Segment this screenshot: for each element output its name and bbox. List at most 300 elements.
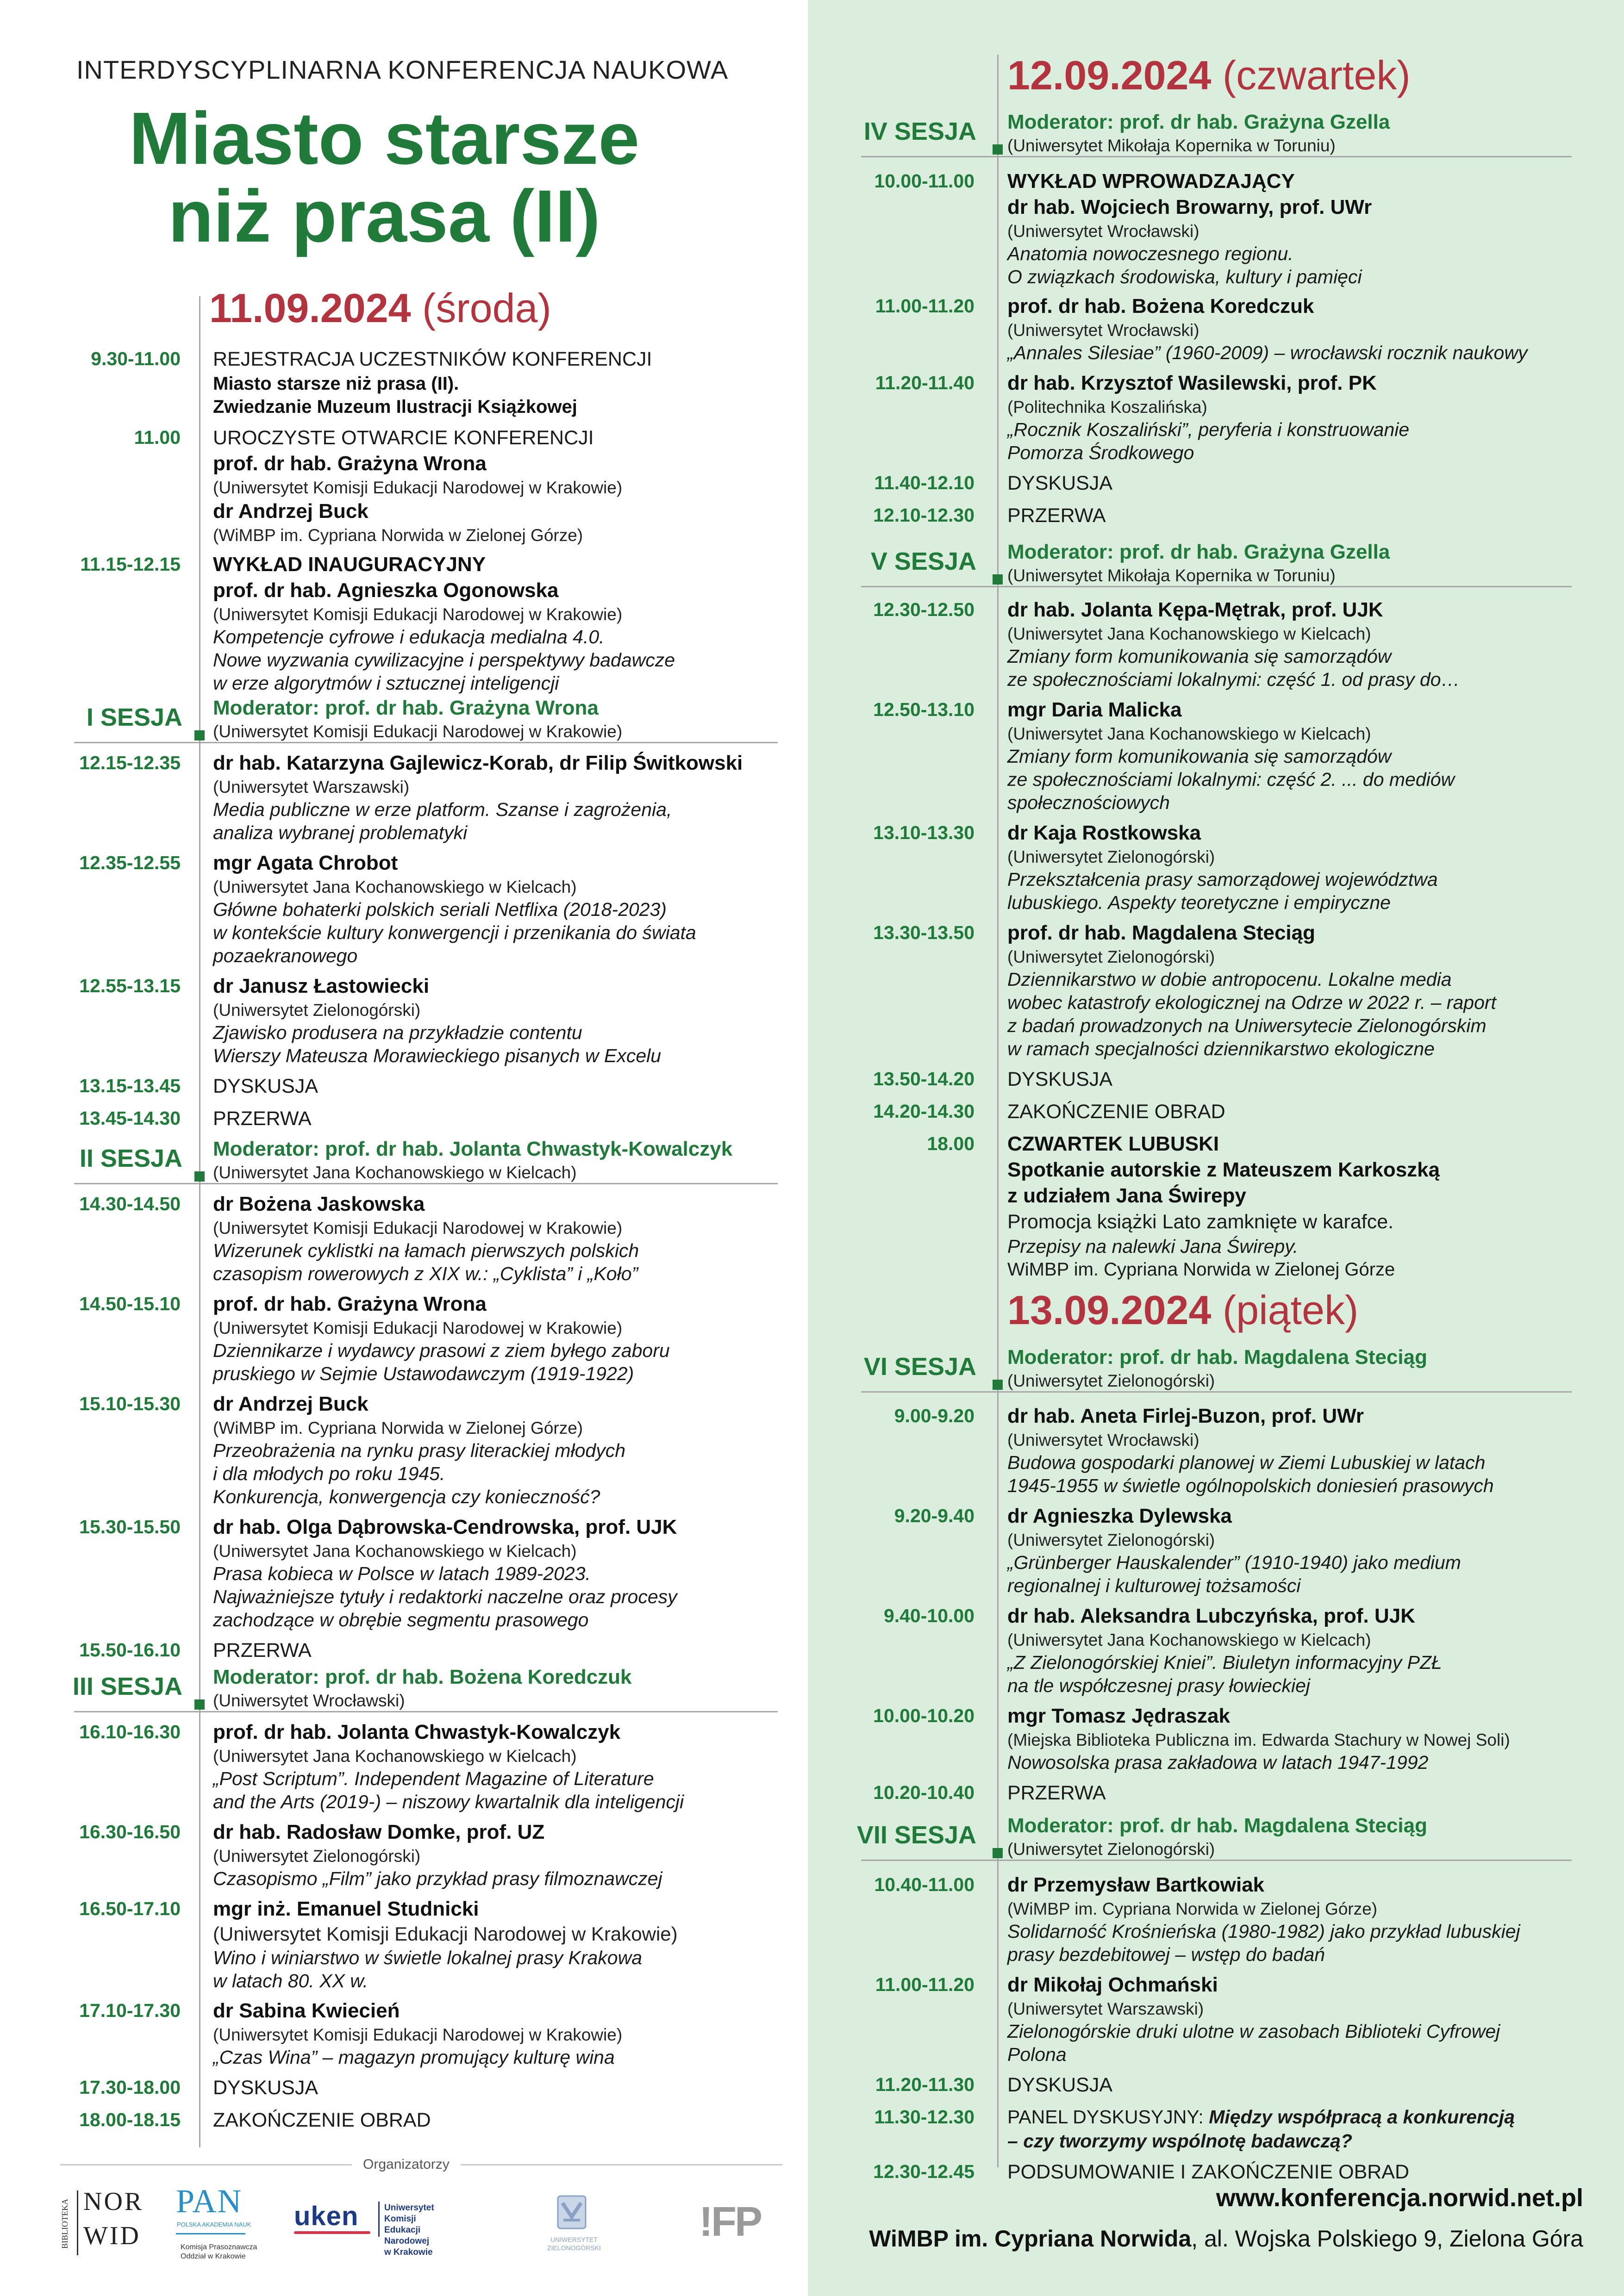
talk-title: Media publiczne w erze platform. Szanse i zagrożenia, bbox=[213, 799, 672, 820]
speaker-name: z udziałem Jana Świrepy bbox=[1007, 1184, 1246, 1207]
talk-title: zachodzące w obrębie segmentu prasowego bbox=[213, 1609, 589, 1630]
speaker-name: dr hab. Aneta Firlej-Buzon, prof. UWr bbox=[1007, 1405, 1364, 1427]
session-divider bbox=[861, 1860, 1572, 1861]
speaker-name: dr hab. Katarzyna Gajlewicz-Korab, dr Filip Świtkowski bbox=[213, 752, 743, 774]
agenda-label: DYSKUSJA bbox=[1007, 472, 1113, 494]
time-slot: 11.15-12.15 bbox=[80, 554, 181, 575]
agenda-item bbox=[213, 1819, 662, 1890]
affiliation: (Uniwersytet Jana Kochanowskiego w Kielcach) bbox=[213, 877, 577, 896]
affiliation: (Uniwersytet Komisji Edukacji Narodowej w Krakowie) bbox=[213, 478, 623, 497]
talk-title: ze społecznościami lokalnymi: część 2. ... do mediów bbox=[1007, 769, 1455, 790]
talk-title: i dla młodych po roku 1945. bbox=[213, 1463, 445, 1484]
time-slot: 16.50-17.10 bbox=[79, 1898, 181, 1919]
talk-title: pruskiego w Sejmie Ustawodawczym (1919-1922) bbox=[213, 1363, 634, 1384]
talk-title: lubuskiego. Aspekty teoretyczne i empiryczne bbox=[1007, 892, 1391, 913]
time-slot: 15.30-15.50 bbox=[79, 1516, 181, 1537]
pan-logo bbox=[176, 2182, 269, 2265]
time-slot: 10.40-11.00 bbox=[874, 1874, 974, 1895]
session-name: II SESJA bbox=[79, 1145, 182, 1172]
speaker-name: dr Agnieszka Dylewska bbox=[1007, 1505, 1232, 1527]
affiliation: (Uniwersytet Komisji Edukacji Narodowej w Krakowie) bbox=[213, 2025, 623, 2044]
panel-topic: Między współpracą a konkurencją bbox=[1209, 2106, 1515, 2128]
talk-title: Pomorza Środkowego bbox=[1007, 442, 1194, 463]
speaker-name: prof. dr hab. Jolanta Chwastyk-Kowalczyk bbox=[213, 1721, 621, 1743]
affiliation: (WiMBP im. Cypriana Norwida w Zielonej Górze) bbox=[213, 526, 583, 545]
time-slot: 18.00 bbox=[927, 1133, 974, 1154]
panel-label bbox=[1007, 2104, 1515, 2129]
time-slot: 13.30-13.50 bbox=[873, 922, 974, 943]
agenda-label: DYSKUSJA bbox=[1007, 1068, 1113, 1090]
agenda-item bbox=[213, 425, 622, 546]
uken-wordmark: uken bbox=[294, 2201, 359, 2231]
agenda-label: PRZERWA bbox=[1007, 1782, 1106, 1804]
time-slot: 13.15-13.45 bbox=[79, 1075, 181, 1096]
talk-title: Konkurencja, konwergencja czy konieczność? bbox=[213, 1486, 600, 1507]
talk-title: „Rocznik Koszaliński”, peryferia i konstruowanie bbox=[1007, 419, 1410, 440]
timeline-line-left bbox=[199, 296, 200, 2147]
session-name: I SESJA bbox=[86, 703, 182, 731]
agenda-item bbox=[1007, 597, 1460, 691]
day-weekday: (czwartek) bbox=[1222, 52, 1411, 98]
talk-title: czasopism rowerowych z XIX w.: „Cyklista” i „Koło” bbox=[213, 1263, 638, 1284]
day-heading-2 bbox=[1007, 52, 1411, 99]
session-divider bbox=[861, 156, 1572, 157]
footer-place-name: WiMBP im. Cypriana Norwida bbox=[869, 2226, 1192, 2252]
moderator-affiliation: (Uniwersytet Wrocławski) bbox=[213, 1691, 405, 1710]
time-slot: 14.20-14.30 bbox=[873, 1101, 974, 1122]
agenda-item bbox=[1007, 1131, 1440, 1281]
affiliation: (Uniwersytet Zielonogórski) bbox=[1007, 847, 1215, 866]
talk-title: Wierszy Mateusza Morawieckiego pisanych w Excelu bbox=[213, 1045, 662, 1066]
uken-text-1: Uniwersytet Komisji bbox=[384, 2203, 434, 2224]
time-slot: 14.50-15.10 bbox=[79, 1293, 181, 1314]
time-slot: 15.50-16.10 bbox=[79, 1639, 181, 1661]
talk-title: Przekształcenia prasy samorządowej województwa bbox=[1007, 869, 1438, 890]
agenda-item bbox=[213, 1106, 312, 1132]
talk-title: Wizerunek cyklistki na łamach pierwszych polskich bbox=[213, 1240, 639, 1261]
speaker-name: WYKŁAD WPROWADZAJĄCY bbox=[1007, 170, 1295, 193]
session-name: IV SESJA bbox=[863, 118, 976, 145]
speaker-name: dr Janusz Łastowiecki bbox=[213, 975, 430, 997]
speaker-name: dr Andrzej Buck bbox=[213, 500, 369, 523]
agenda-label: REJESTRACJA UCZESTNIKÓW KONFERENCJI bbox=[213, 348, 652, 370]
day-weekday: (środa) bbox=[422, 285, 551, 331]
agenda-item bbox=[213, 552, 675, 695]
session-moderator bbox=[1007, 110, 1390, 156]
time-slot: 13.45-14.30 bbox=[79, 1108, 181, 1129]
talk-title: „Post Scriptum”. Independent Magazine of Literature bbox=[213, 1768, 654, 1789]
norwid-side-text: BIBLIOTEKA bbox=[60, 2199, 69, 2249]
affiliation: (Uniwersytet Komisji Edukacji Narodowej w Krakowie) bbox=[213, 1923, 678, 1945]
moderator-affiliation: (Uniwersytet Jana Kochanowskiego w Kielcach) bbox=[213, 1163, 577, 1182]
talk-title: Najważniejsze tytuły i redaktorki naczelne oraz procesy bbox=[213, 1586, 677, 1607]
pan-bar bbox=[176, 2233, 245, 2234]
time-slot: 11.20-11.30 bbox=[875, 2074, 974, 2095]
speaker-name: dr hab. Olga Dąbrowska-Cendrowska, prof. UJK bbox=[213, 1516, 677, 1538]
talk-title: Przeobrażenia na rynku prasy literackiej młodych bbox=[213, 1440, 626, 1461]
agenda-item bbox=[213, 973, 661, 1067]
time-slot: 11.00 bbox=[134, 427, 181, 448]
session-name: III SESJA bbox=[72, 1673, 182, 1700]
title-line-2: niż prasa (II) bbox=[168, 174, 600, 257]
agenda-item bbox=[213, 1998, 622, 2069]
affiliation: (Uniwersytet Jana Kochanowskiego w Kielcach) bbox=[213, 1747, 577, 1766]
agenda-item bbox=[213, 1896, 678, 1992]
moderator-name: Moderator: prof. dr hab. Magdalena Steciąg bbox=[1007, 1346, 1428, 1369]
agenda-item bbox=[1007, 1403, 1494, 1497]
norwid-top: NOR bbox=[83, 2187, 144, 2216]
talk-title: Nowe wyzwania cywilizacyjne i perspektywy badawcze bbox=[213, 649, 675, 671]
agenda-item bbox=[1007, 370, 1409, 464]
agenda-item bbox=[1007, 1099, 1225, 1125]
affiliation: (Uniwersytet Zielonogórski) bbox=[1007, 1531, 1215, 1549]
session-divider bbox=[861, 1391, 1572, 1393]
session-marker bbox=[993, 1848, 1003, 1858]
speaker-name: dr Kaja Rostkowska bbox=[1007, 821, 1201, 844]
pan-caption-2: Oddział w Krakowie bbox=[181, 2252, 246, 2260]
talk-title: „Annales Silesiae” (1960-2009) – wrocławski rocznik naukowy bbox=[1007, 342, 1528, 363]
session-marker bbox=[993, 1380, 1003, 1390]
session-divider bbox=[74, 1183, 778, 1184]
agenda-item bbox=[1007, 470, 1112, 496]
agenda-label: DYSKUSJA bbox=[1007, 2074, 1113, 2096]
talk-title: „Z Zielonogórskiej Kniei”. Biuletyn informacyjny PZŁ bbox=[1007, 1652, 1442, 1673]
agenda-label: Promocja książki Lato zamknięte w karafce. bbox=[1007, 1211, 1394, 1233]
agenda-label: PODSUMOWANIE I ZAKOŃCZENIE OBRAD bbox=[1007, 2161, 1410, 2183]
agenda-item bbox=[1007, 1972, 1500, 2066]
time-slot: 10.20-10.40 bbox=[873, 1782, 974, 1803]
time-slot: 11.40-12.10 bbox=[874, 472, 974, 493]
session-name: VI SESJA bbox=[863, 1353, 976, 1381]
time-slot: 10.00-11.00 bbox=[874, 170, 974, 192]
footer-place-address: , al. Wojska Polskiego 9, Zielona Góra bbox=[1191, 2226, 1583, 2252]
speaker-name: mgr Agata Chrobot bbox=[213, 852, 398, 874]
affiliation: (WiMBP im. Cypriana Norwida w Zielonej Górze) bbox=[213, 1419, 583, 1437]
day-date: 12.09.2024 bbox=[1007, 52, 1212, 98]
speaker-name: prof. dr hab. Agnieszka Ogonowska bbox=[213, 579, 559, 602]
moderator-affiliation: (Uniwersytet Zielonogórski) bbox=[1007, 1371, 1215, 1390]
day-weekday: (piątek) bbox=[1222, 1287, 1359, 1333]
agenda-label: PRZERWA bbox=[213, 1108, 312, 1130]
session-moderator bbox=[1007, 1345, 1427, 1392]
agenda-item bbox=[1007, 1503, 1461, 1597]
norwid-bar bbox=[77, 2190, 78, 2255]
talk-title: O związkach środowiska, kultury i pamięci bbox=[1007, 266, 1362, 287]
footer-url[interactable]: www.konferencja.norwid.net.pl bbox=[1216, 2184, 1583, 2212]
day-heading-3 bbox=[1007, 1287, 1358, 1334]
affiliation: (Uniwersytet Zielonogórski) bbox=[213, 1847, 421, 1866]
session-moderator bbox=[213, 1665, 632, 1711]
time-slot: 12.30-12.50 bbox=[873, 599, 974, 620]
uken-text-2: Edukacji Narodowej bbox=[384, 2225, 430, 2246]
affiliation: (Uniwersytet Zielonogórski) bbox=[1007, 947, 1215, 966]
talk-title: na tle współczesnej prasy łowieckiej bbox=[1007, 1675, 1311, 1696]
panel-label-text: PANEL DYSKUSYJNY: bbox=[1007, 2106, 1204, 2128]
agenda-item bbox=[1007, 1703, 1510, 1774]
talk-title: Zmiany form komunikowania się samorządów bbox=[1007, 646, 1392, 667]
agenda-label: ZAKOŃCZENIE OBRAD bbox=[213, 2109, 431, 2131]
time-slot: 12.50-13.10 bbox=[873, 699, 974, 720]
uken-logo bbox=[294, 2201, 434, 2257]
time-slot: 12.10-12.30 bbox=[873, 504, 974, 526]
time-slot: 9.00-9.20 bbox=[894, 1405, 974, 1426]
speaker-name: dr hab. Wojciech Browarny, prof. UWr bbox=[1007, 196, 1372, 218]
agenda-item bbox=[213, 1291, 670, 1385]
speaker-name: Spotkanie autorskie z Mateuszem Karkoszką bbox=[1007, 1158, 1440, 1181]
session-divider bbox=[861, 586, 1572, 587]
time-slot: 17.30-18.00 bbox=[79, 2077, 181, 2098]
affiliation: (Politechnika Koszalińska) bbox=[1007, 398, 1207, 417]
moderator-name: Moderator: prof. dr hab. Jolanta Chwastyk-Kowalczyk bbox=[213, 1138, 733, 1160]
session-name: VII SESJA bbox=[856, 1821, 976, 1849]
session-moderator bbox=[1007, 540, 1390, 586]
uken-text-3: w Krakowie bbox=[384, 2247, 433, 2257]
talk-title: Dziennikarstwo w dobie antropocenu. Lokalne media bbox=[1007, 969, 1452, 990]
session-divider bbox=[74, 1711, 778, 1712]
time-slot: 12.15-12.35 bbox=[79, 752, 181, 773]
talk-title: Prasa kobieca w Polsce w latach 1989-2023. bbox=[213, 1563, 591, 1584]
session-moderator bbox=[213, 696, 622, 742]
session-moderator bbox=[1007, 1813, 1427, 1860]
talk-title: 1945-1955 w świetle ogólnopolskich doniesień prasowych bbox=[1007, 1475, 1494, 1496]
affiliation: (Uniwersytet Warszawski) bbox=[213, 778, 410, 796]
moderator-affiliation: (Uniwersytet Zielonogórski) bbox=[1007, 1840, 1215, 1859]
agenda-item bbox=[213, 1719, 684, 1813]
speaker-name: prof. dr hab. Bożena Koredczuk bbox=[1007, 295, 1314, 317]
agenda-item bbox=[1007, 820, 1438, 914]
time-slot: 10.00-10.20 bbox=[873, 1705, 974, 1726]
time-slot: 9.20-9.40 bbox=[894, 1505, 974, 1526]
agenda-item bbox=[1007, 2072, 1112, 2098]
agenda-item bbox=[213, 750, 743, 844]
talk-title: z badań prowadzonych na Uniwersytecie Zielonogórskim bbox=[1007, 1015, 1487, 1036]
talk-title: Zjawisko produsera na przykładzie contentu bbox=[213, 1022, 582, 1043]
uken-divider bbox=[378, 2202, 380, 2237]
agenda-item bbox=[213, 346, 652, 418]
speaker-name: dr hab. Jolanta Kępa-Mętrak, prof. UJK bbox=[1007, 598, 1383, 621]
talk-title: Anatomia nowoczesnego regionu. bbox=[1007, 243, 1293, 264]
speaker-name: mgr Daria Malicka bbox=[1007, 698, 1182, 721]
session-marker bbox=[993, 574, 1003, 585]
title-line-1: Miasto starsze bbox=[129, 97, 640, 180]
speaker-name: prof. dr hab. Grażyna Wrona bbox=[213, 452, 487, 475]
talk-title: Solidarność Krośnieńska (1980-1982) jako przykład lubuskiej bbox=[1007, 1921, 1520, 1942]
agenda-item bbox=[1007, 503, 1106, 529]
time-slot: 11.00-11.20 bbox=[875, 295, 974, 317]
time-slot: 12.55-13.15 bbox=[79, 975, 181, 996]
talk-title: „Grünberger Hauskalender” (1910-1940) jako medium bbox=[1007, 1552, 1461, 1573]
time-slot: 16.30-16.50 bbox=[79, 1821, 181, 1842]
agenda-item bbox=[213, 850, 696, 967]
moderator-name: Moderator: prof. dr hab. Grażyna Gzella bbox=[1007, 111, 1390, 133]
speaker-name: dr Andrzej Buck bbox=[213, 1393, 369, 1415]
agenda-label: PRZERWA bbox=[1007, 504, 1106, 527]
affiliation: (WiMBP im. Cypriana Norwida w Zielonej Górze) bbox=[1007, 1899, 1378, 1918]
talk-title: regionalnej i kulturowej tożsamości bbox=[1007, 1575, 1301, 1596]
fp-logo: !FP bbox=[699, 2199, 761, 2245]
agenda-item bbox=[213, 2075, 318, 2101]
speaker-name: WYKŁAD INAUGURACYJNY bbox=[213, 553, 486, 576]
day-date: 11.09.2024 bbox=[209, 285, 411, 331]
uken-underline bbox=[294, 2231, 370, 2234]
talk-title: and the Arts (2019-) – niszowy kwartalnik dla inteligencji bbox=[213, 1791, 684, 1812]
pan-wordmark: PAN bbox=[176, 2183, 243, 2220]
talk-title: Przepisy na nalewki Jana Świrepy. bbox=[1007, 1236, 1299, 1257]
talk-title: w latach 80. XX w. bbox=[213, 1970, 369, 1991]
speaker-name: prof. dr hab. Grażyna Wrona bbox=[213, 1293, 487, 1315]
talk-title: Główne bohaterki polskich seriali Netflixa (2018-2023) bbox=[213, 899, 667, 920]
speaker-name: mgr inż. Emanuel Studnicki bbox=[213, 1898, 479, 1920]
talk-title: ze społecznościami lokalnymi: część 1. od prasy do… bbox=[1007, 669, 1460, 690]
agenda-item bbox=[213, 1637, 312, 1663]
time-slot: 15.10-15.30 bbox=[79, 1393, 181, 1414]
footer-address bbox=[869, 2225, 1583, 2252]
speaker-name: dr Przemysław Bartkowiak bbox=[1007, 1873, 1265, 1896]
time-slot: 13.50-14.20 bbox=[873, 1068, 974, 1089]
talk-title: prasy bezdebitowej – wstęp do badań bbox=[1007, 1944, 1325, 1965]
affiliation: (Uniwersytet Jana Kochanowskiego w Kielcach) bbox=[1007, 1630, 1371, 1649]
affiliation: (Uniwersytet Komisji Edukacji Narodowej w Krakowie) bbox=[213, 1319, 623, 1338]
talk-title: Zmiany form komunikowania się samorządów bbox=[1007, 746, 1392, 767]
talk-title: Dziennikarze i wydawcy prasowi z ziem byłego zaboru bbox=[213, 1340, 670, 1361]
moderator-affiliation: (Uniwersytet Komisji Edukacji Narodowej w Krakowie) bbox=[213, 722, 623, 741]
moderator-name: Moderator: prof. dr hab. Bożena Koredczuk bbox=[213, 1666, 632, 1688]
uz-caption-1: UNIWERSYTET bbox=[550, 2236, 598, 2243]
pan-caption-1: Komisja Prasoznawcza bbox=[181, 2243, 257, 2251]
talk-title: Czasopismo „Film” jako przykład prasy filmoznawczej bbox=[213, 1868, 662, 1889]
agenda-item bbox=[1007, 293, 1527, 364]
affiliation: (Uniwersytet Jana Kochanowskiego w Kielcach) bbox=[213, 1542, 577, 1561]
talk-title: Kompetencje cyfrowe i edukacja medialna 4.0. bbox=[213, 626, 605, 647]
session-marker bbox=[993, 144, 1003, 155]
agenda-item bbox=[213, 2107, 431, 2133]
time-slot: 18.00-18.15 bbox=[79, 2109, 181, 2130]
speaker-name: dr hab. Aleksandra Lubczyńska, prof. UJK bbox=[1007, 1605, 1416, 1627]
norwid-logo bbox=[60, 2187, 144, 2256]
agenda-item bbox=[213, 1514, 677, 1631]
talk-title: Nowosolska prasa zakładowa w latach 1947-1992 bbox=[1007, 1752, 1429, 1773]
talk-title: wobec katastrofy ekologicznej na Odrze w 2022 r. – raport bbox=[1007, 992, 1496, 1013]
time-slot: 11.20-11.40 bbox=[875, 372, 974, 393]
day-heading-1 bbox=[209, 285, 551, 332]
speaker-name: dr Bożena Jaskowska bbox=[213, 1193, 425, 1215]
pan-subtext: POLSKA AKADEMIA NAUK bbox=[177, 2221, 251, 2228]
talk-title: w erze algorytmów i sztucznej inteligencji bbox=[213, 672, 559, 694]
speaker-name: mgr Tomasz Jędraszak bbox=[1007, 1705, 1230, 1727]
time-slot: 16.10-16.30 bbox=[79, 1721, 181, 1742]
time-slot: 11.30-12.30 bbox=[874, 2106, 974, 2128]
agenda-label: DYSKUSJA bbox=[213, 1075, 319, 1097]
affiliation: (Uniwersytet Komisji Edukacji Narodowej w Krakowie) bbox=[213, 1219, 623, 1238]
agenda-label: ZAKOŃCZENIE OBRAD bbox=[1007, 1101, 1225, 1123]
event-detail: Zwiedzanie Muzeum Ilustracji Książkowej bbox=[213, 397, 577, 417]
speaker-name: dr hab. Krzysztof Wasilewski, prof. PK bbox=[1007, 372, 1377, 394]
session-name: V SESJA bbox=[870, 548, 976, 575]
moderator-name: Moderator: prof. dr hab. Magdalena Steciąg bbox=[1007, 1814, 1428, 1837]
panel-title: – czy tworzymy wspólnotę badawczą? bbox=[1007, 2130, 1353, 2152]
talk-title: Zielonogórskie druki ulotne w zasobach Biblioteki Cyfrowej bbox=[1007, 2021, 1500, 2042]
talk-title: społecznościowych bbox=[1007, 792, 1170, 813]
time-slot: 12.35-12.55 bbox=[79, 852, 181, 873]
speaker-name: dr hab. Radosław Domke, prof. UZ bbox=[213, 1821, 545, 1843]
agenda-item bbox=[1007, 2159, 1409, 2185]
agenda-item bbox=[1007, 1872, 1520, 1966]
agenda-item bbox=[213, 1391, 625, 1508]
agenda-label: PRZERWA bbox=[213, 1639, 312, 1661]
uz-emblem-icon bbox=[544, 2191, 600, 2233]
talk-title: Polona bbox=[1007, 2044, 1067, 2065]
affiliation: (Uniwersytet Jana Kochanowskiego w Kielcach) bbox=[1007, 624, 1371, 643]
day-date: 13.09.2024 bbox=[1007, 1287, 1212, 1333]
moderator-name: Moderator: prof. dr hab. Grażyna Wrona bbox=[213, 697, 599, 719]
norwid-bottom: WID bbox=[83, 2221, 141, 2250]
agenda-item bbox=[1007, 1603, 1442, 1697]
speaker-name: prof. dr hab. Magdalena Steciąg bbox=[1007, 921, 1316, 944]
talk-title: pozaekranowego bbox=[213, 945, 358, 966]
moderator-affiliation: (Uniwersytet Mikołaja Kopernika w Toruniu) bbox=[1007, 136, 1336, 155]
session-divider bbox=[74, 742, 778, 743]
venue-note: WiMBP im. Cypriana Norwida w Zielonej Górze bbox=[1007, 1259, 1395, 1280]
affiliation: (Uniwersytet Warszawski) bbox=[1007, 1999, 1204, 2018]
organizers-label: Organizatorzy bbox=[352, 2157, 461, 2172]
talk-title: w ramach specjalności dziennikarstwo ekologiczne bbox=[1007, 1038, 1435, 1059]
affiliation: (Uniwersytet Komisji Edukacji Narodowej w Krakowie) bbox=[213, 605, 623, 624]
affiliation: (Uniwersytet Wrocławski) bbox=[1007, 1431, 1199, 1450]
affiliation: (Uniwersytet Wrocławski) bbox=[1007, 222, 1199, 241]
agenda-item bbox=[1007, 1066, 1112, 1092]
agenda-item bbox=[213, 1073, 318, 1099]
session-marker bbox=[194, 730, 205, 740]
moderator-affiliation: (Uniwersytet Mikołaja Kopernika w Toruniu) bbox=[1007, 566, 1336, 585]
speaker-name: dr Mikołaj Ochmański bbox=[1007, 1973, 1218, 1996]
conference-subtitle: INTERDYSCYPLINARNA KONFERENCJA NAUKOWA bbox=[76, 55, 729, 84]
session-moderator bbox=[213, 1137, 732, 1183]
conference-title bbox=[79, 97, 690, 257]
talk-title: Wino i winiarstwo w świetle lokalnej prasy Krakowa bbox=[213, 1947, 643, 1968]
time-slot: 17.10-17.30 bbox=[79, 2000, 181, 2021]
time-slot: 13.10-13.30 bbox=[873, 822, 974, 843]
time-slot: 12.30-12.45 bbox=[873, 2161, 974, 2182]
affiliation: (Uniwersytet Zielonogórski) bbox=[213, 1001, 421, 1020]
talk-title: „Czas Wina” – magazyn promujący kulturę wina bbox=[213, 2047, 615, 2068]
talk-title: Budowa gospodarki planowej w Ziemi Lubuskiej w latach bbox=[1007, 1452, 1486, 1473]
affiliation: (Uniwersytet Wrocławski) bbox=[1007, 321, 1199, 340]
time-slot: 14.30-14.50 bbox=[79, 1193, 181, 1214]
session-marker bbox=[194, 1699, 205, 1710]
agenda-item bbox=[1007, 920, 1496, 1060]
moderator-name: Moderator: prof. dr hab. Grażyna Gzella bbox=[1007, 541, 1390, 563]
affiliation: (Uniwersytet Jana Kochanowskiego w Kielcach) bbox=[1007, 724, 1371, 743]
speaker-name: CZWARTEK LUBUSKI bbox=[1007, 1132, 1219, 1155]
uz-caption-2: ZIELONOGÓRSKI bbox=[547, 2244, 601, 2252]
agenda-item bbox=[213, 1191, 639, 1285]
agenda-item bbox=[1007, 697, 1455, 814]
uken-text bbox=[384, 2203, 434, 2258]
time-slot: 9.30-11.00 bbox=[91, 348, 181, 369]
speaker-name: dr Sabina Kwiecień bbox=[213, 1999, 400, 2022]
agenda-item bbox=[1007, 168, 1372, 288]
talk-title: analiza wybranej problematyki bbox=[213, 822, 468, 843]
agenda-label: DYSKUSJA bbox=[213, 2077, 319, 2099]
talk-title: w kontekście kultury konwergencji i przenikania do świata bbox=[213, 922, 696, 943]
agenda-label: UROCZYSTE OTWARCIE KONFERENCJI bbox=[213, 427, 594, 449]
time-slot: 11.00-11.20 bbox=[875, 1974, 974, 1995]
event-detail: Miasto starsze niż prasa (II). bbox=[213, 373, 459, 394]
affiliation: (Miejska Biblioteka Publiczna im. Edwarda Stachury w Nowej Soli) bbox=[1007, 1730, 1510, 1749]
agenda-item bbox=[1007, 1780, 1106, 1806]
uz-logo bbox=[544, 2191, 609, 2261]
agenda-item bbox=[1007, 2104, 1515, 2153]
